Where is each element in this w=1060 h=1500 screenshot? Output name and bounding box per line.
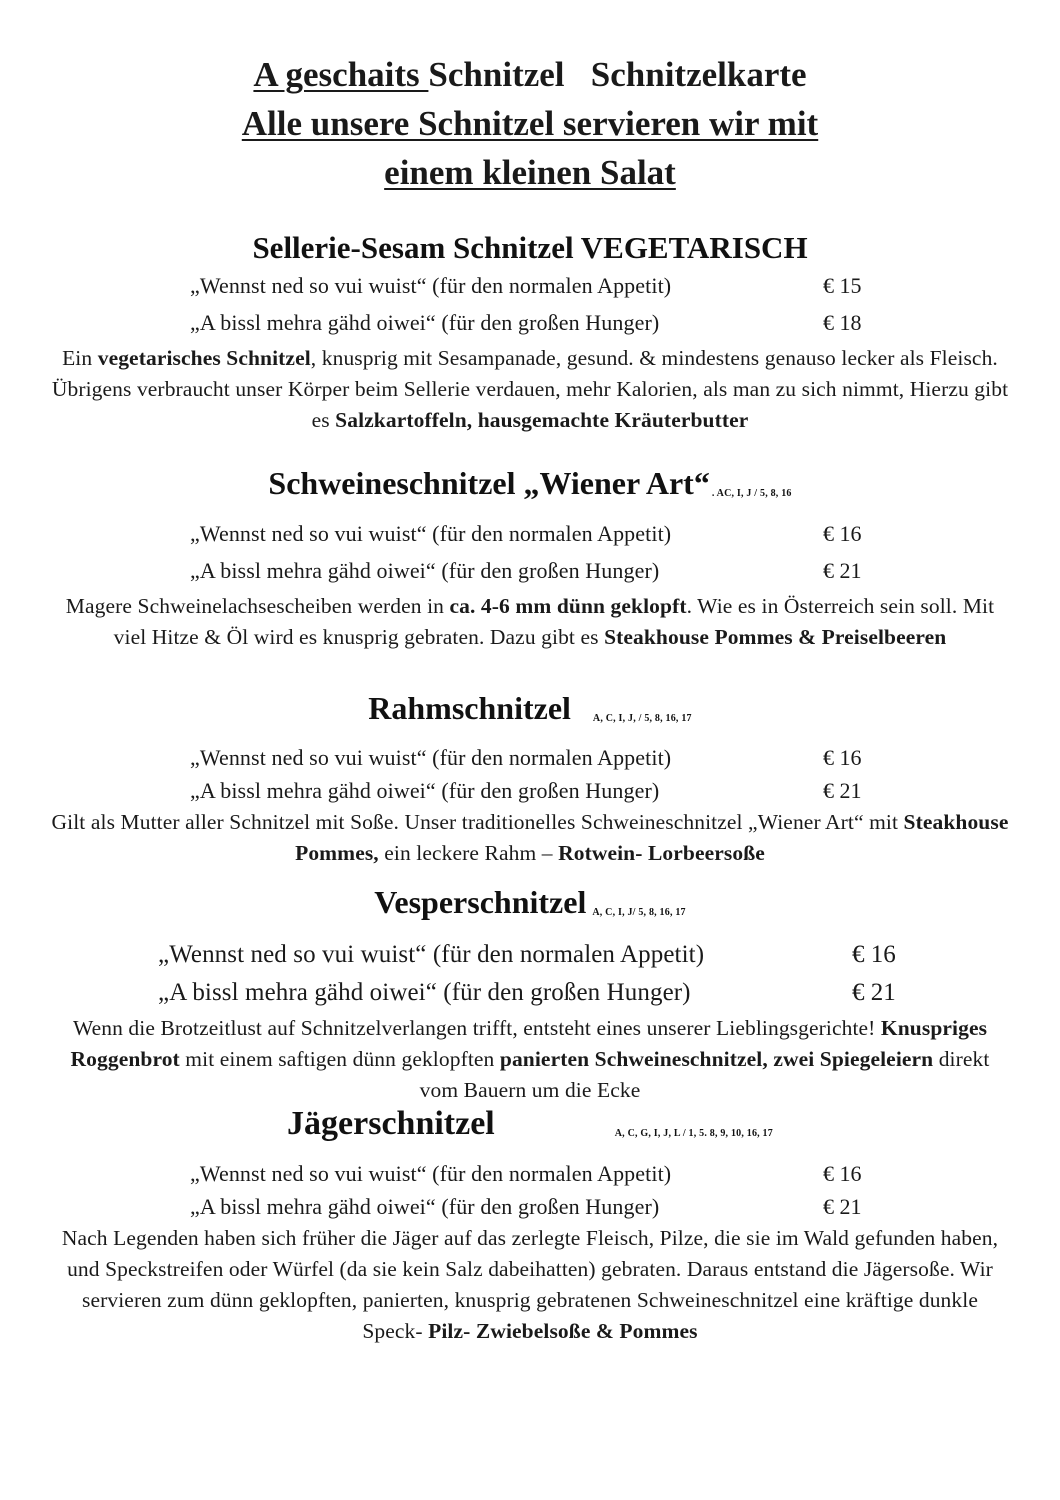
- highlight-text: Knuspriges Roggenbrot: [70, 1016, 988, 1071]
- dish-section-rahm: [0, 686, 1060, 869]
- highlight-text: ca. 4-6 mm dünn geklopft: [449, 594, 687, 618]
- price-label: „A bissl mehra gähd oiwei“ (für den großen Hunger): [190, 310, 660, 335]
- price-row-large: [0, 774, 1060, 807]
- price-label: „A bissl mehra gähd oiwei“ (für den großen Hunger): [190, 1194, 660, 1219]
- dish-description: [0, 1223, 1060, 1347]
- price-row-large: [0, 306, 1060, 343]
- highlight-text: Pilz- Zwiebelsoße & Pommes: [428, 1319, 698, 1343]
- highlight-text: panierten Schweineschnitzel, zwei Spiegeleiern: [499, 1047, 934, 1071]
- description-text: Wenn die Brotzeitlust auf Schnitzelverlangen trifft, entsteht eines unserer Lieblingsgerichte!: [72, 1016, 881, 1040]
- allergen-codes: A, C, G, I, J, L / 1, 5. 8, 9, 10, 16, 17: [614, 1128, 773, 1139]
- description-text: Magere Schweinelachsescheiben werden in: [65, 594, 450, 618]
- price-label: „Wennst ned so vui wuist“ (für den normalen Appetit): [190, 1161, 672, 1186]
- highlight-text: vegetarisches Schnitzel: [97, 346, 311, 370]
- description-text: ein leckere Rahm –: [378, 841, 559, 865]
- price-label: „Wennst ned so vui wuist“ (für den normalen Appetit): [190, 521, 672, 546]
- header-title-text: Schnitzel Schnitzelkarte: [428, 55, 807, 94]
- price-value: € 16: [823, 521, 862, 546]
- dish-description: [0, 807, 1060, 869]
- price-label: „Wennst ned so vui wuist“ (für den normalen Appetit): [158, 941, 705, 968]
- dish-title-row: [0, 878, 1060, 937]
- price-row-normal: [0, 741, 1060, 774]
- menu-header: [0, 50, 1060, 197]
- price-value: € 16: [852, 941, 896, 968]
- allergen-codes: A, C, I, J/ 5, 8, 16, 17: [592, 907, 686, 918]
- dish-section-sellerie: [0, 227, 1060, 436]
- description-text: mit einem saftigen dünn geklopften: [179, 1047, 500, 1071]
- header-line-2: Alle unsere Schnitzel servieren wir mit: [241, 104, 819, 143]
- dish-title-row: [0, 460, 1060, 517]
- dish-section-vesper: [0, 878, 1060, 1106]
- header-underlined-text: A geschaits: [253, 55, 429, 94]
- dish-title: Vesperschnitzel: [374, 884, 587, 920]
- dish-title: Schweineschnitzel „Wiener Art“: [268, 465, 710, 501]
- description-text: Nach Legenden haben sich früher die Jäger auf das zerlegte Fleisch, Pilze, die sie im Wald gefunden haben, und Speckstreifen oder Würfel (da sie kein Salz dabeihatten) gebraten. Daraus entstand die Jägersoße. Wir servieren zum dünn geklopften, panierten, knusprig gebratenen Schweineschnitzel eine kräftige dunkle Speck-: [61, 1226, 999, 1343]
- price-value: € 21: [823, 558, 862, 583]
- dish-section-jaeger: [0, 1101, 1060, 1347]
- dish-title: Rahmschnitzel: [368, 690, 571, 726]
- dish-title-row: [0, 686, 1060, 741]
- price-value: € 16: [823, 1161, 862, 1186]
- dish-title: Sellerie-Sesam Schnitzel VEGETARISCH: [252, 230, 808, 265]
- price-value: € 18: [823, 310, 862, 335]
- header-line-1: [0, 50, 1060, 99]
- price-row-large: [0, 554, 1060, 591]
- price-value: € 21: [852, 979, 896, 1006]
- highlight-text: Rotwein- Lorbeersoße: [558, 841, 765, 865]
- price-value: € 21: [823, 1194, 862, 1219]
- dish-description: [0, 591, 1060, 653]
- price-row-large: [0, 975, 1060, 1013]
- highlight-text: Salzkartoffeln, hausgemachte Kräuterbutter: [335, 408, 749, 432]
- description-text: Gilt als Mutter aller Schnitzel mit Soße. Unser traditionelles Schweineschnitzel „Wiener Art“ mit: [51, 810, 904, 834]
- description-text: direkt vom Bauern um die Ecke: [419, 1047, 990, 1102]
- price-label: „Wennst ned so vui wuist“ (für den normalen Appetit): [190, 273, 672, 298]
- highlight-text: Steakhouse Pommes,: [295, 810, 1009, 865]
- dish-title-row: [0, 1101, 1060, 1157]
- allergen-codes: . AC, I, J / 5, 8, 16: [711, 488, 792, 499]
- price-row-normal: [0, 1157, 1060, 1190]
- price-label: „Wennst ned so vui wuist“ (für den normalen Appetit): [190, 745, 672, 770]
- price-row-large: [0, 1190, 1060, 1223]
- dish-description: [0, 343, 1060, 436]
- highlight-text: Steakhouse Pommes & Preiselbeeren: [604, 625, 947, 649]
- header-line-3: einem kleinen Salat: [384, 153, 676, 192]
- description-text: Ein: [62, 346, 98, 370]
- price-row-normal: [0, 269, 1060, 306]
- price-label: „A bissl mehra gähd oiwei“ (für den großen Hunger): [190, 778, 660, 803]
- price-value: € 15: [823, 273, 862, 298]
- allergen-codes: A, C, I, J, / 5, 8, 16, 17: [592, 713, 692, 724]
- dish-section-wiener-art: [0, 460, 1060, 653]
- description-text: , knusprig mit Sesampanade, gesund. & mindestens genauso lecker als Fleisch. Übrigens verbraucht unser Körper beim Sellerie verdauen, mehr Kalorien, als man zu sich nimmt, Hierzu gibt es: [51, 346, 1009, 432]
- price-row-normal: [0, 517, 1060, 554]
- description-text: . Wie es in Österreich sein soll. Mit viel Hitze & Öl wird es knusprig gebraten. Dazu gibt es: [113, 594, 995, 649]
- price-label: „A bissl mehra gähd oiwei“ (für den großen Hunger): [158, 979, 691, 1006]
- price-row-normal: [0, 937, 1060, 975]
- price-value: € 21: [823, 778, 862, 803]
- dish-description: [0, 1013, 1060, 1106]
- dish-title: Jägerschnitzel: [287, 1105, 495, 1142]
- price-value: € 16: [823, 745, 862, 770]
- price-label: „A bissl mehra gähd oiwei“ (für den großen Hunger): [190, 558, 660, 583]
